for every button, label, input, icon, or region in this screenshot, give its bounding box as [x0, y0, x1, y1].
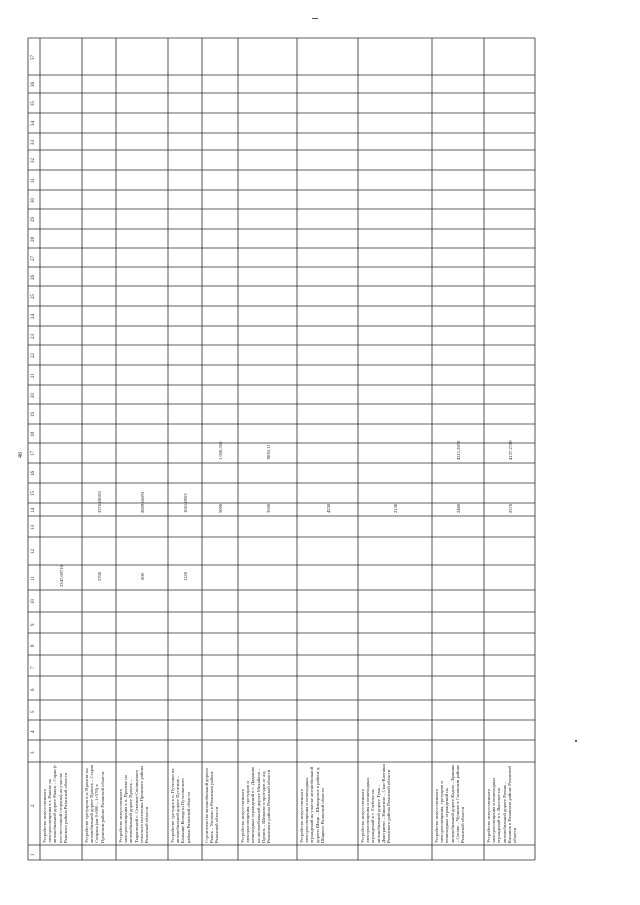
cell-col14-value: 4250 [325, 503, 331, 513]
cell-col11-value: 3700 [97, 571, 102, 582]
column-number-label: 18 [31, 431, 36, 437]
scan-artifact [312, 18, 318, 19]
cell-col14-value: 5000 [218, 503, 223, 513]
column-number-label: 22 [31, 353, 36, 358]
column-number-label: 24 [31, 314, 36, 319]
row-description: Устройство тротуара в п. Путятино на автомобильной дороге Путятино – Большие Колодези Путятинского района Рязанской области [170, 768, 191, 843]
cell-col14-value: 1061,0953 [183, 493, 188, 513]
column-number-label: 4 [31, 730, 36, 733]
column-number-label: 34 [31, 121, 36, 126]
column-number-label: 3 [31, 751, 36, 754]
column-number-label: 10 [31, 599, 36, 604]
column-number-label: 35 [31, 101, 36, 106]
row-description: Устройство искусственного электроосвещения и пешеходных ограждений в с. Глебово на автомобильной дороге Тума – Дмитриево – Никитино – Спас-Клепики Рязанского района Рязанской области [360, 764, 392, 843]
column-number-label: 11 [31, 575, 36, 581]
column-number-label: 13 [31, 524, 36, 530]
column-number-label: 2 [31, 804, 36, 807]
column-number-label: 8 [31, 644, 36, 647]
column-number-label: 32 [31, 158, 36, 163]
page-number: 46 [18, 452, 24, 458]
column-number-label: 12 [31, 549, 36, 554]
column-number-label: 27 [31, 255, 36, 261]
row-description: Строительство автомобильной дороги Ряжск – Ухолово в Рязанском районе Рязанской области [204, 768, 220, 843]
column-number-label: 16 [31, 471, 36, 476]
row-description: Устройство искусственного электроосвещения, тротуаров и пешеходных ограждений в с. Дядьково на автомобильной дороге Михайлов – Пронск – Шелково и проездов от а/д Рязанского района Рязанской области [240, 766, 272, 843]
cell-col17-value: 4137,2729 [507, 440, 513, 460]
cell-col14-value: 3376,08183 [97, 491, 102, 513]
column-number-label: 5 [31, 710, 36, 713]
cell-col11-value: 1120 [183, 571, 188, 582]
column-number-label: 37 [31, 54, 36, 60]
column-number-label: 17 [31, 451, 36, 456]
column-number-label: 20 [31, 392, 36, 398]
column-number-label: 36 [31, 82, 36, 87]
column-number-label: 21 [31, 373, 36, 378]
column-number-label: 26 [31, 274, 36, 280]
cell-col14-value: 3500 [265, 503, 271, 513]
column-number-label: 14 [31, 507, 36, 513]
cell-col14-value: 2130 [393, 503, 398, 513]
column-number-label: 7 [31, 666, 36, 669]
scan-artifact [575, 740, 577, 742]
row-description: Устройство искусственного электроосвещения в г. Ряжске на автомобильной дороге Ряжск – Сараи (с юго-восточной стороны) на участке Ряжского района Рязанской области [42, 764, 68, 843]
column-number-label: 9 [31, 623, 36, 626]
cell-col17-value: 4311,2876 [456, 440, 461, 460]
column-number-label: 29 [31, 217, 36, 222]
row-description: Устройство тротуаров в п. Пронске на автомобильной дороге Пронск – Старая Сопрана (км 0+000 – 1+570) в Пронском районе Рязанской области [84, 764, 105, 843]
column-number-label: 19 [31, 412, 36, 417]
cell-col14-value: 2570 [507, 503, 513, 513]
column-number-label: 6 [31, 688, 36, 691]
row-description: Устройство искусственного электроосвещения и пешеходных ограждений в с. Высокое на автомобильной дороге Рязань – Касимов в Рязанском районе Рязанской области [486, 766, 518, 843]
row-description: Устройство искусственного электроосвещения, тротуаров и пешеходных ограждений на автомобильной дороге Кадом – Ермишь – Сасово – Чучково в Сасовском районе Рязанской области [434, 764, 466, 843]
cell-col14-value: 2809,66591 [140, 491, 145, 513]
row-description: Устройство искусственного электроосвещения и пешеходных ограждений на участке автомобильной дороги Шацк – Шиморское в районе д. Шацкого Рязанской области [299, 766, 325, 843]
cell-col17-value: 1 050,550 [218, 441, 223, 460]
column-number-label: 33 [31, 139, 36, 145]
row-description: Устройство искусственного электроосвещения в п. Пронске на автомобильной дороге Пронск – Тырновский с. Семенов-Скопинского сельского поселения Пронского района Рязанской области [118, 765, 150, 843]
column-number-label: 23 [31, 333, 36, 339]
cell-col14-value: 2460 [456, 503, 461, 513]
column-number-label: 25 [31, 294, 36, 299]
column-number-label: 1 [31, 853, 36, 856]
column-number-label: 31 [31, 178, 36, 183]
column-number-label: 30 [31, 197, 36, 203]
cell-col11-value: 2347,69716 [59, 565, 64, 587]
column-number-label: 15 [31, 491, 36, 496]
cell-col17-value: 8036,11 [265, 444, 271, 460]
column-number-label: 28 [31, 236, 36, 242]
cell-col11-value: 600 [140, 573, 145, 580]
